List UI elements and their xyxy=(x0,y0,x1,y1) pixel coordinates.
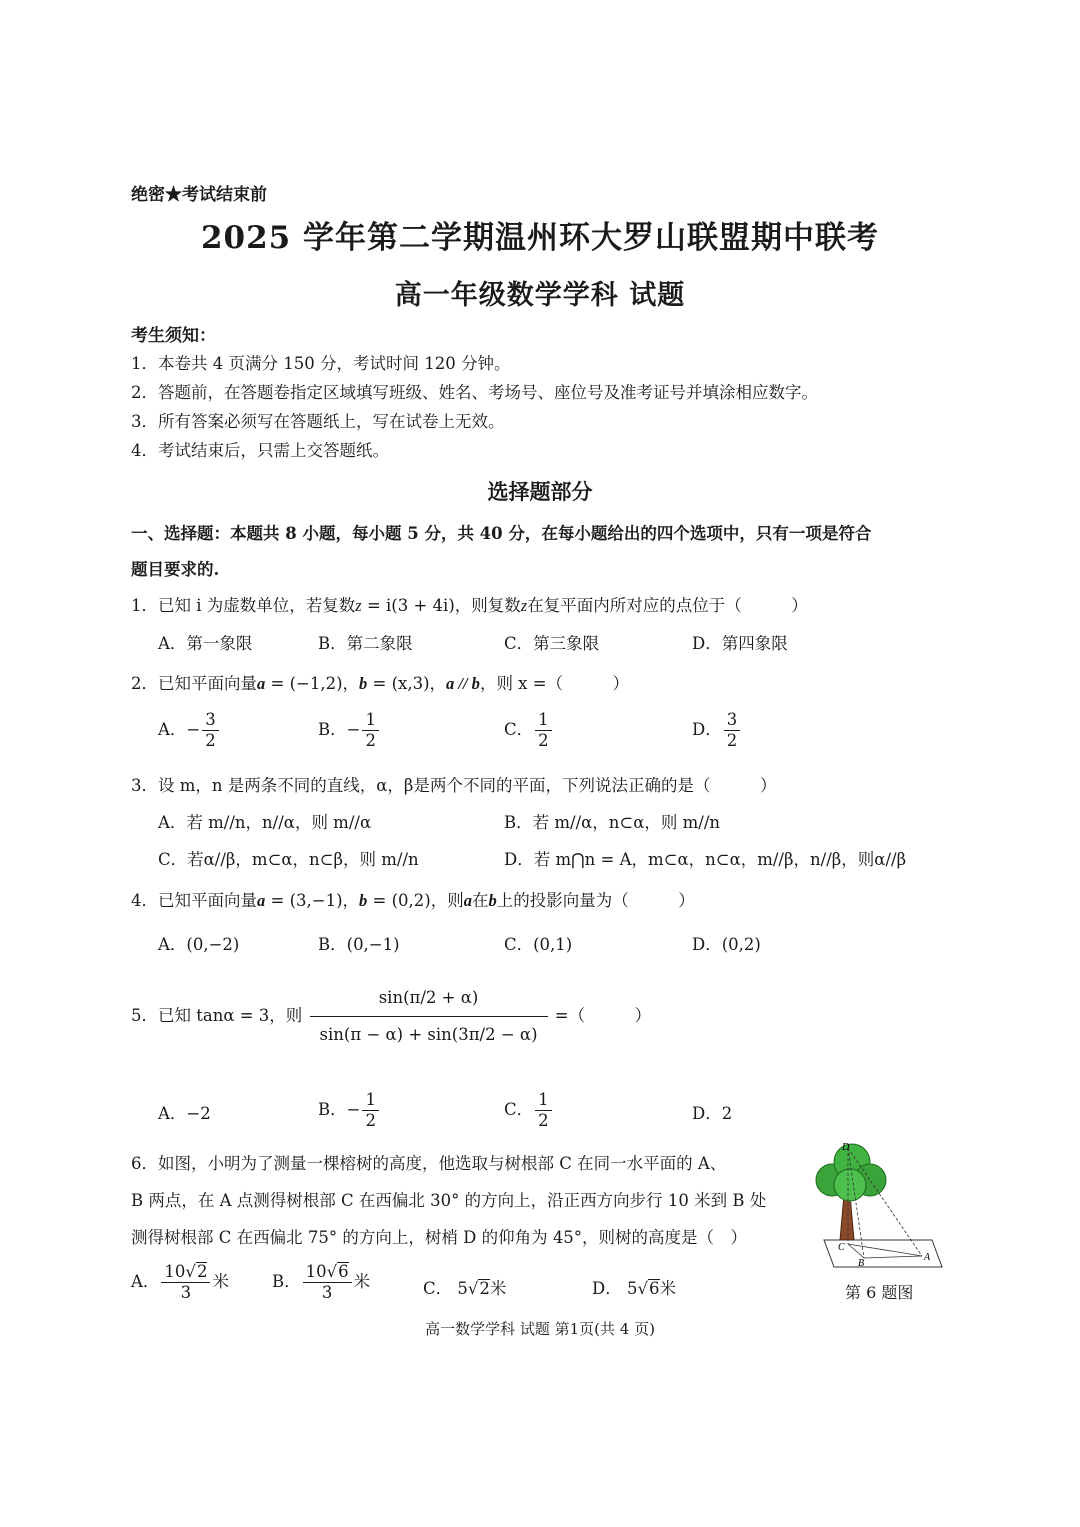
q1-option-b: B．第二象限 xyxy=(318,634,413,653)
q1-expr: = i(3 + 4i)，则复数 xyxy=(361,596,521,615)
question-6-line-2: B 两点，在 A 点测得树根部 C 在西偏北 30° 的方向上，沿正西方向步行 10 米到 B 处 xyxy=(131,1191,767,1210)
instruction-line-1: 一、选择题：本题共 8 小题，每小题 5 分，共 40 分，在每小题给出的四个选项中，只有一项是符合 xyxy=(131,524,872,543)
question-2-stem xyxy=(131,670,629,694)
q5-denominator: sin(π − α) + sin(3π/2 − α) xyxy=(319,1025,538,1044)
q1-var-z: z xyxy=(520,596,528,615)
q2-text-pre: 已知平面向量 xyxy=(158,674,257,693)
q5-option-b: B．− $\frac{1}{2}$ xyxy=(318,1090,381,1131)
q2-option-a: A．− $\frac{3}{2}$ xyxy=(158,710,221,751)
confidential-label: 绝密★考试结束前 xyxy=(131,185,267,205)
exam-title: 2025 学年第二学期温州环大罗山联盟期中联考 xyxy=(200,220,880,256)
notice-item: 1．本卷共 4 页满分 150 分，考试时间 120 分钟。 xyxy=(131,354,511,373)
notice-item: 4．考试结束后，只需上交答题纸。 xyxy=(131,441,389,460)
point-label-b: B xyxy=(858,1258,865,1269)
q4-option-d: D．(0,2) xyxy=(692,935,761,954)
question-3-stem: 3．设 m，n 是两条不同的直线，α，β是两个不同的平面，下列说法正确的是（ ） xyxy=(131,776,777,795)
point-label-a: A xyxy=(924,1252,931,1263)
tree-figure xyxy=(812,1140,947,1270)
q6-option-d: D． 5√6米 xyxy=(592,1279,676,1298)
q3-option-d: D．若 m⋂n = A，m⊂α，n⊂α，m//β，n//β，则α//β xyxy=(504,850,907,869)
q2-a-def: = (−1,2)， xyxy=(265,674,360,693)
q2-text-post: ，则 x =（ ） xyxy=(479,674,630,693)
figure-caption: 第 6 题图 xyxy=(845,1283,914,1302)
q1-option-d: D．第四象限 xyxy=(692,634,788,653)
q1-var-z: z xyxy=(355,596,362,615)
page-footer: 高一数学学科 试题 第1页(共 4 页) xyxy=(425,1320,655,1338)
question-number: 1． xyxy=(131,596,158,615)
notice-item: 2．答题前，在答题卷指定区域填写班级、姓名、考场号、座位号及准考证号并填涂相应数字。 xyxy=(131,383,818,402)
q4-vec-a: a xyxy=(257,891,266,910)
exam-subtitle: 高一年级数学学科 试题 xyxy=(394,280,686,311)
tree-trunk xyxy=(840,1195,854,1240)
question-4-stem: 4．已知平面向量a = (3,−1)，b = (0,2)，则a在b上的投影向量为（ ） xyxy=(131,891,695,910)
q2-vec-b: b xyxy=(359,674,368,693)
q1-text-post: 在复平面内所对应的点位于（ ） xyxy=(527,596,808,615)
q1-text-pre: 已知 i 为虚数单位，若复数 xyxy=(158,596,356,615)
q5-option-a: A．−2 xyxy=(158,1104,211,1123)
question-number: 2． xyxy=(131,674,158,693)
question-5-stem: 5．已知 tanα = 3，则 $\frac{\sin(\pi/2 + \alpha)}{\sin(\pi - \alpha) + \sin(3\pi/2 - \alpha)}$ =（ ） xyxy=(131,980,651,1053)
question-6-line-3: 测得树根部 C 在西偏北 75° 的方向上，树梢 D 的仰角为 45°，则树的高度是（ ） xyxy=(131,1228,748,1247)
q5-numerator: sin(π/2 + α) xyxy=(310,980,548,1017)
instruction-line-2: 题目要求的. xyxy=(131,560,220,579)
q4-vec-b: b xyxy=(359,891,368,910)
q5-option-d: D．2 xyxy=(692,1104,733,1123)
notice-item: 3．所有答案必须写在答题纸上，写在试卷上无效。 xyxy=(131,412,505,431)
q3-option-b: B．若 m//α，n⊂α，则 m//n xyxy=(504,813,721,832)
q2-b-def: = (x,3)， xyxy=(367,674,447,693)
q5-fraction xyxy=(310,980,548,1053)
q3-option-a: A．若 m//n，n//α，则 m//α xyxy=(158,813,372,832)
q2-option-c: C． $\frac{1}{2}$ xyxy=(504,710,554,751)
q6-option-c: C． 5√2米 xyxy=(423,1279,507,1298)
notice-heading: 考生须知： xyxy=(131,326,216,346)
q1-option-c: C．第三象限 xyxy=(504,634,600,653)
section-title: 选择题部分 xyxy=(487,479,593,504)
point-label-d: D xyxy=(842,1142,850,1153)
q6-option-b: B． $\frac{10√6}{3}$ 米 xyxy=(272,1262,371,1302)
q6-option-a: A． $\frac{10√2}{3}$ 米 xyxy=(131,1262,229,1302)
q2-option-d: D． $\frac{3}{2}$ xyxy=(692,710,742,751)
q2-parallel: a // b xyxy=(446,674,480,693)
q2-option-b: B．− $\frac{1}{2}$ xyxy=(318,710,381,751)
point-label-c: C xyxy=(838,1242,845,1253)
q3-option-c: C．若α//β，m⊂α，n⊂β，则 m//n xyxy=(158,850,419,869)
question-6-line-1: 6．如图，小明为了测量一棵榕树的高度，他选取与树根部 C 在同一水平面的 A、 xyxy=(131,1154,727,1173)
q1-option-a: A．第一象限 xyxy=(158,634,253,653)
question-1-stem xyxy=(131,592,808,616)
q4-option-c: C．(0,1) xyxy=(504,935,573,954)
q5-option-c: C． $\frac{1}{2}$ xyxy=(504,1090,554,1131)
q4-option-b: B．(0,−1) xyxy=(318,935,400,954)
q2-vec-a: a xyxy=(257,674,266,693)
q4-option-a: A．(0,−2) xyxy=(158,935,240,954)
